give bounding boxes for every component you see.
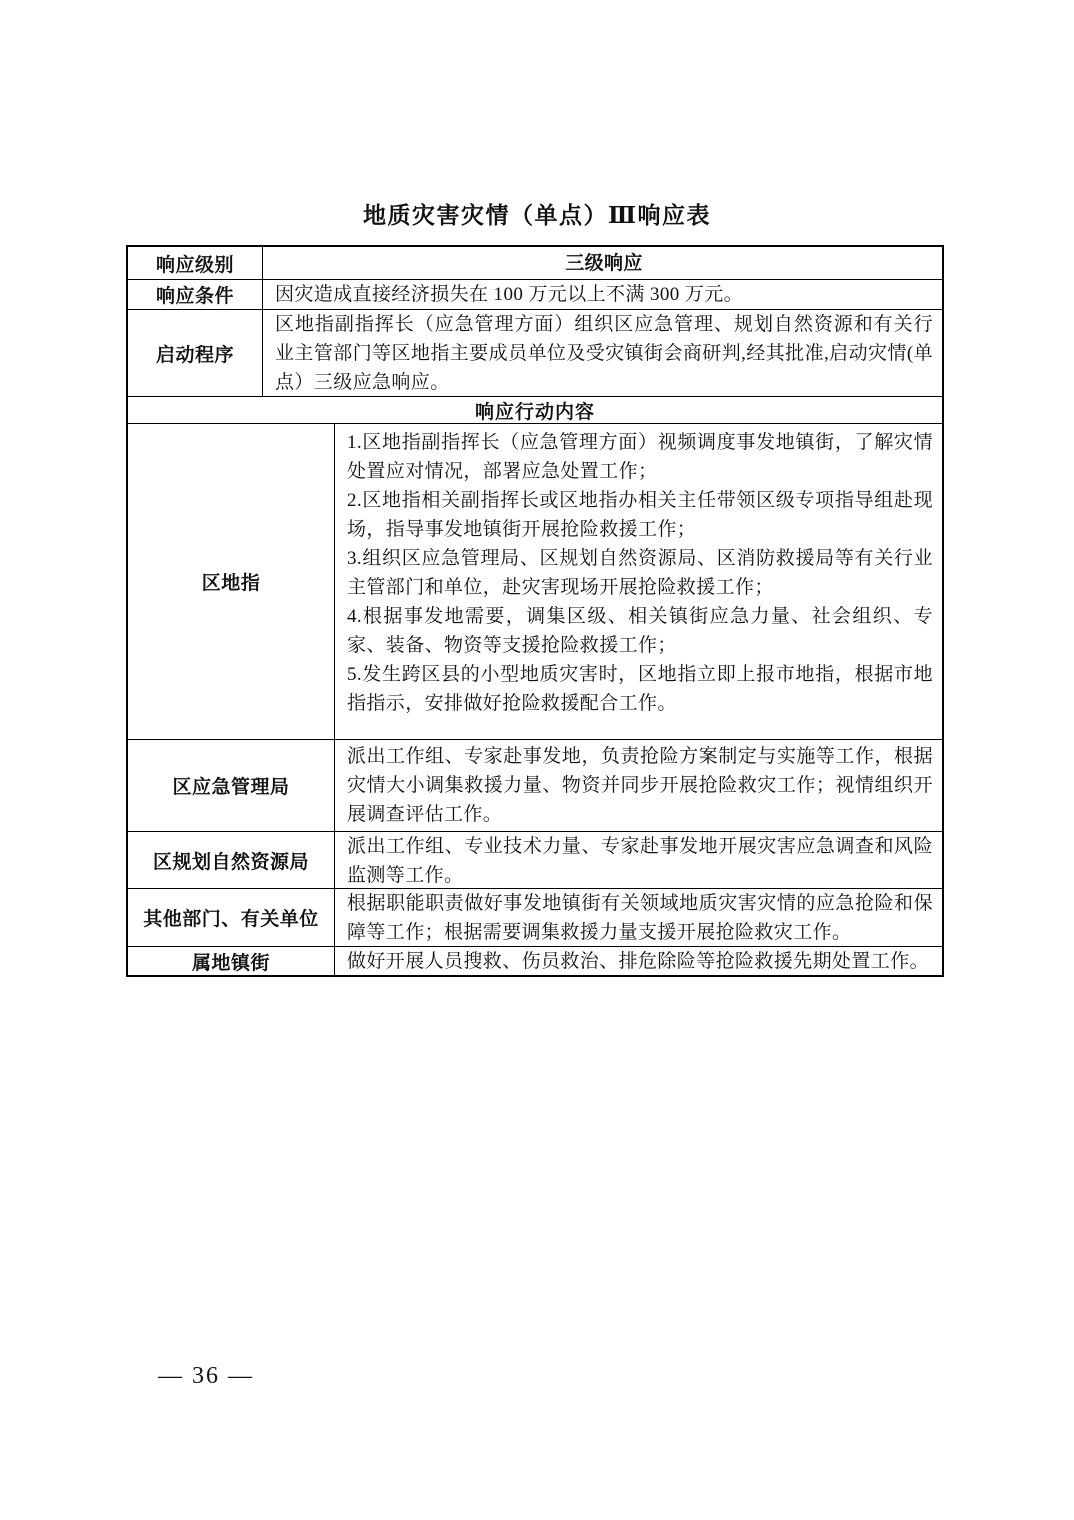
- response-table: [126, 245, 944, 977]
- row-label-district-hq: 区地指: [128, 424, 335, 739]
- table-row-response-level: [128, 247, 942, 279]
- row-label-start-procedure: 启动程序: [128, 310, 263, 396]
- table-row-response-condition: [128, 279, 942, 309]
- row-content-other-departments: 根据职能职责做好事发地镇街有关领域地质灾害灾情的应急抢险和保障等工作；根据需要调集救援力量支援开展抢险救灾工作。: [347, 893, 933, 943]
- row-label-response-condition: 响应条件: [128, 280, 263, 309]
- district-hq-item-1: 1.区地指副指挥长（应急管理方面）视频调度事发地镇街，了解灾情处置应对情况，部署应急处置工作；: [347, 432, 933, 482]
- row-label-other-departments: 其他部门、有关单位: [128, 889, 335, 946]
- page-title: 地质灾害灾情（单点）Ⅲ响应表: [362, 203, 711, 228]
- district-hq-item-3: 3.组织区应急管理局、区规划自然资源局、区消防救援局等有关行业主管部门和单位，赴灾害现场开展抢险救援工作；: [347, 548, 933, 598]
- row-content-response-level: 三级响应: [565, 252, 643, 274]
- row-content-planning-resources-bureau: 派出工作组、专业技术力量、专家赴事发地开展灾害应急调查和风险监测等工作。: [347, 836, 933, 886]
- table-row-start-procedure: [128, 309, 942, 396]
- table-row-local-towns: [128, 946, 942, 975]
- page-number: — 36 —: [158, 1363, 254, 1389]
- district-hq-item-4: 4.根据事发地需要，调集区级、相关镇街应急力量、社会组织、专家、装备、物资等支援抢险救援工作；: [347, 606, 933, 656]
- row-label-local-towns: 属地镇街: [128, 947, 335, 975]
- row-content-response-condition: 因灾造成直接经济损失在 100 万元以上不满 300 万元。: [275, 284, 744, 305]
- table-row-section-header: [128, 396, 942, 423]
- row-content-emergency-bureau: 派出工作组、专家赴事发地，负责抢险方案制定与实施等工作，根据灾情大小调集救援力量、物资并同步开展抢险救灾工作；视情组织开展调查评估工作。: [347, 746, 933, 825]
- district-hq-item-2: 2.区地指相关副指挥长或区地指办相关主任带领区级专项指导组赴现场，指导事发地镇街开展抢险救援工作；: [347, 490, 933, 540]
- table-row-district-hq: [128, 423, 942, 739]
- row-label-response-level: 响应级别: [128, 247, 263, 279]
- row-content-start-procedure: 区地指副指挥长（应急管理方面）组织区应急管理、规划自然资源和有关行业主管部门等区地指主要成员单位及受灾镇街会商研判,经其批准,启动灾情(单点）三级应急响应。: [275, 314, 933, 393]
- table-row-emergency-bureau: [128, 739, 942, 831]
- row-content-local-towns: 做好开展人员搜救、伤员救治、排危除险等抢险救援先期处置工作。: [347, 950, 930, 972]
- row-label-emergency-bureau: 区应急管理局: [128, 740, 335, 831]
- row-content-district-hq: [335, 424, 942, 739]
- section-header-label: 响应行动内容: [474, 401, 595, 423]
- row-label-planning-resources-bureau: 区规划自然资源局: [128, 832, 335, 888]
- table-row-other-departments: [128, 888, 942, 946]
- district-hq-item-5: 5.发生跨区县的小型地质灾害时，区地指立即上报市地指，根据市地指指示，安排做好抢险救援配合工作。: [347, 664, 933, 714]
- table-row-planning-resources-bureau: [128, 831, 942, 888]
